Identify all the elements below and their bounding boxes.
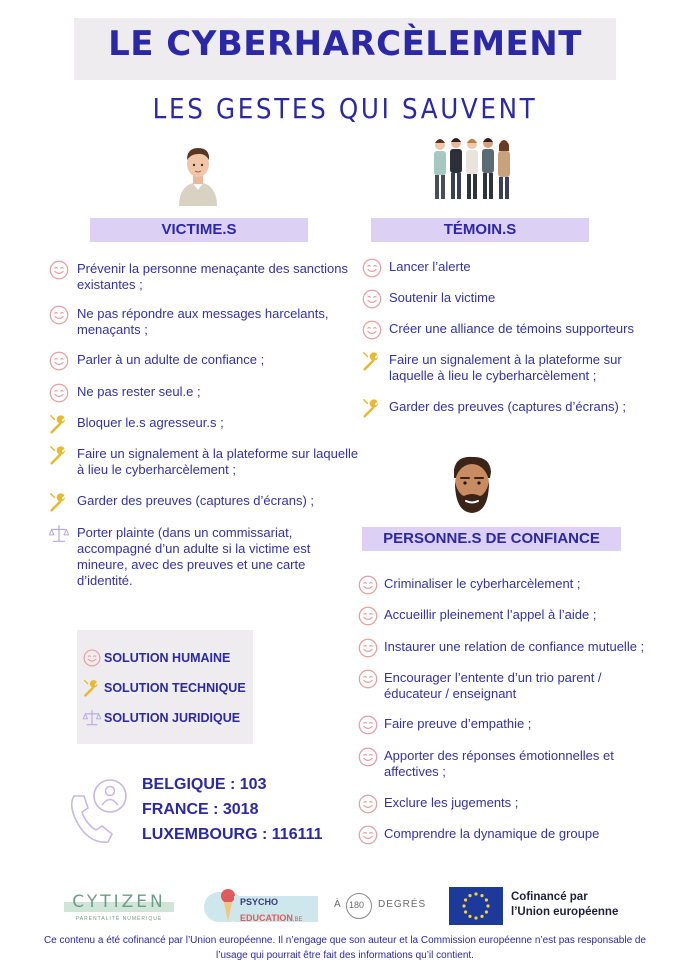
- witnesses-label: TÉMOIN.S: [371, 218, 589, 242]
- list-item: [357, 795, 667, 815]
- degres-number: 180: [349, 900, 365, 910]
- 180-degres-logo: [334, 892, 430, 920]
- item-text: Exclure les jugements ;: [384, 795, 519, 810]
- list-item: [48, 446, 363, 478]
- eu-line1: Cofinancé par: [511, 891, 588, 903]
- cytizen-tagline: PARENTALITÉ NUMÉRIQUE: [75, 916, 163, 922]
- smiley-icon: [357, 824, 379, 846]
- smiley-icon: [357, 605, 379, 627]
- list-item: [357, 670, 647, 702]
- legend-technical-label: SOLUTION TECHNIQUE: [104, 681, 246, 695]
- list-item: [357, 639, 677, 659]
- smiley-icon: [361, 257, 383, 279]
- wrench-icon: [82, 678, 102, 698]
- phone-support-icon: [68, 774, 132, 844]
- list-item: [361, 290, 661, 310]
- item-text: Faire un signalement à la plateforme sur laquelle à lieu le cyberharcèlement ;: [77, 446, 359, 477]
- wrench-icon: [361, 350, 383, 372]
- smiley-icon: [357, 668, 379, 690]
- item-text: Garder des preuves (captures d’écrans) ;: [77, 493, 314, 508]
- list-item: [48, 384, 353, 404]
- degres-word: DEGRÉS: [378, 899, 427, 910]
- legend-human: [82, 648, 230, 668]
- item-text: Soutenir la victime: [389, 290, 496, 305]
- legend-technical: [82, 678, 246, 698]
- item-text: Faire un signalement à la plateforme sur laquelle à lieu le cyberharcèlement ;: [389, 352, 622, 383]
- wrench-icon: [48, 444, 70, 466]
- item-text: Parler à un adulte de confiance ;: [77, 352, 265, 367]
- list-item: [48, 493, 353, 513]
- victims-label: VICTIME.S: [90, 218, 308, 242]
- wrench-icon: [361, 397, 383, 419]
- smiley-icon: [361, 288, 383, 310]
- item-text: Ne pas répondre aux messages harcelants, menaçants ;: [77, 306, 329, 337]
- eu-line2: l’Union européenne: [511, 906, 619, 918]
- page-subtitle: LES GESTES QUI SAUVENT: [152, 92, 538, 125]
- smiley-icon: [357, 714, 379, 736]
- cytizen-logo-text: CYTIZEN: [64, 892, 174, 912]
- smiley-icon: [361, 319, 383, 341]
- smiley-icon: [357, 574, 379, 596]
- list-item: [48, 306, 353, 338]
- footer-line1: Ce contenu a été cofinancé par l’Union européenne. Il n’engage que son auteur et la Commission européenne n’est pas responsable de: [43, 935, 647, 946]
- legend-legal-label: SOLUTION JURIDIQUE: [104, 711, 241, 725]
- psycho-line2: EDUCATION: [240, 913, 293, 923]
- smiley-icon: [48, 304, 70, 326]
- item-text: Lancer l’alerte: [389, 259, 471, 274]
- legend-human-label: SOLUTION HUMAINE: [104, 651, 231, 665]
- item-text: Faire preuve d’empathie ;: [384, 716, 532, 731]
- list-item: [361, 399, 661, 419]
- smiley-icon: [48, 259, 70, 281]
- psycho-line1: PSYCHO: [240, 897, 279, 907]
- footer-line2: l’usage qui pourrait être fait des informations qu’il contient.: [216, 950, 474, 961]
- list-item: [357, 576, 667, 596]
- psycho-suffix: .BE: [292, 917, 303, 923]
- trusted-person-avatar-icon: [446, 456, 498, 514]
- item-text: Accueillir pleinement l’appel à l’aide ;: [384, 607, 597, 622]
- item-text: Encourager l’entente d’un trio parent / éducateur / enseignant: [384, 670, 602, 701]
- item-text: Bloquer le.s agresseur.s ;: [77, 415, 224, 430]
- item-text: Prévenir la personne menaçante des sanctions existantes ;: [77, 261, 348, 292]
- trusted-persons-label: PERSONNE.S DE CONFIANCE: [362, 527, 621, 551]
- item-text: Criminaliser le cyberharcèlement ;: [384, 576, 581, 591]
- list-item: [48, 352, 353, 372]
- item-text: Ne pas rester seul.e ;: [77, 384, 201, 399]
- psycho-line2-wrap: [240, 908, 303, 926]
- helpline-france: FRANCE : 3018: [142, 801, 259, 818]
- list-item: [357, 748, 647, 780]
- item-text: Comprendre la dynamique de groupe: [384, 826, 600, 841]
- list-item: [361, 321, 661, 341]
- list-item: [357, 607, 667, 627]
- item-text: Porter plainte (dans un commissariat, accompagné d’un adulte si la victime est mineure, avec des preuves et une carte d’identité.: [77, 525, 311, 588]
- list-item: [48, 525, 323, 589]
- eu-flag-icon: [449, 887, 503, 925]
- list-item: [48, 261, 353, 293]
- witnesses-group-icon: [430, 133, 514, 203]
- eu-cofunded-logo: [449, 887, 629, 925]
- scales-icon: [82, 708, 102, 728]
- smiley-icon: [82, 648, 102, 668]
- legend-legal: [82, 708, 240, 728]
- smiley-icon: [357, 793, 379, 815]
- item-text: Apporter des réponses émotionnelles et affectives ;: [384, 748, 614, 779]
- wrench-icon: [48, 491, 70, 513]
- psycho-education-logo: [200, 886, 322, 928]
- item-text: Créer une alliance de témoins supporteurs: [389, 321, 634, 336]
- item-text: Instaurer une relation de confiance mutuelle ;: [384, 639, 645, 654]
- list-item: [357, 716, 667, 736]
- helpline-belgium: BELGIQUE : 103: [142, 776, 267, 793]
- list-item: [361, 259, 661, 279]
- list-item: [48, 415, 353, 435]
- degres-a: À: [334, 899, 341, 910]
- wrench-icon: [48, 413, 70, 435]
- item-text: Garder des preuves (captures d’écrans) ;: [389, 399, 626, 414]
- victim-avatar-icon: [175, 140, 221, 206]
- smiley-icon: [357, 637, 379, 659]
- scales-icon: [48, 523, 70, 545]
- page-title: LE CYBERHARCÈLEMENT: [108, 24, 582, 64]
- list-item: [357, 826, 667, 846]
- smiley-icon: [48, 350, 70, 372]
- list-item: [361, 352, 637, 384]
- cytizen-logo: [64, 892, 174, 928]
- footer-disclaimer: [10, 933, 680, 963]
- helpline-luxembourg: LUXEMBOURG : 116111: [142, 826, 323, 843]
- smiley-icon: [48, 382, 70, 404]
- smiley-icon: [357, 746, 379, 768]
